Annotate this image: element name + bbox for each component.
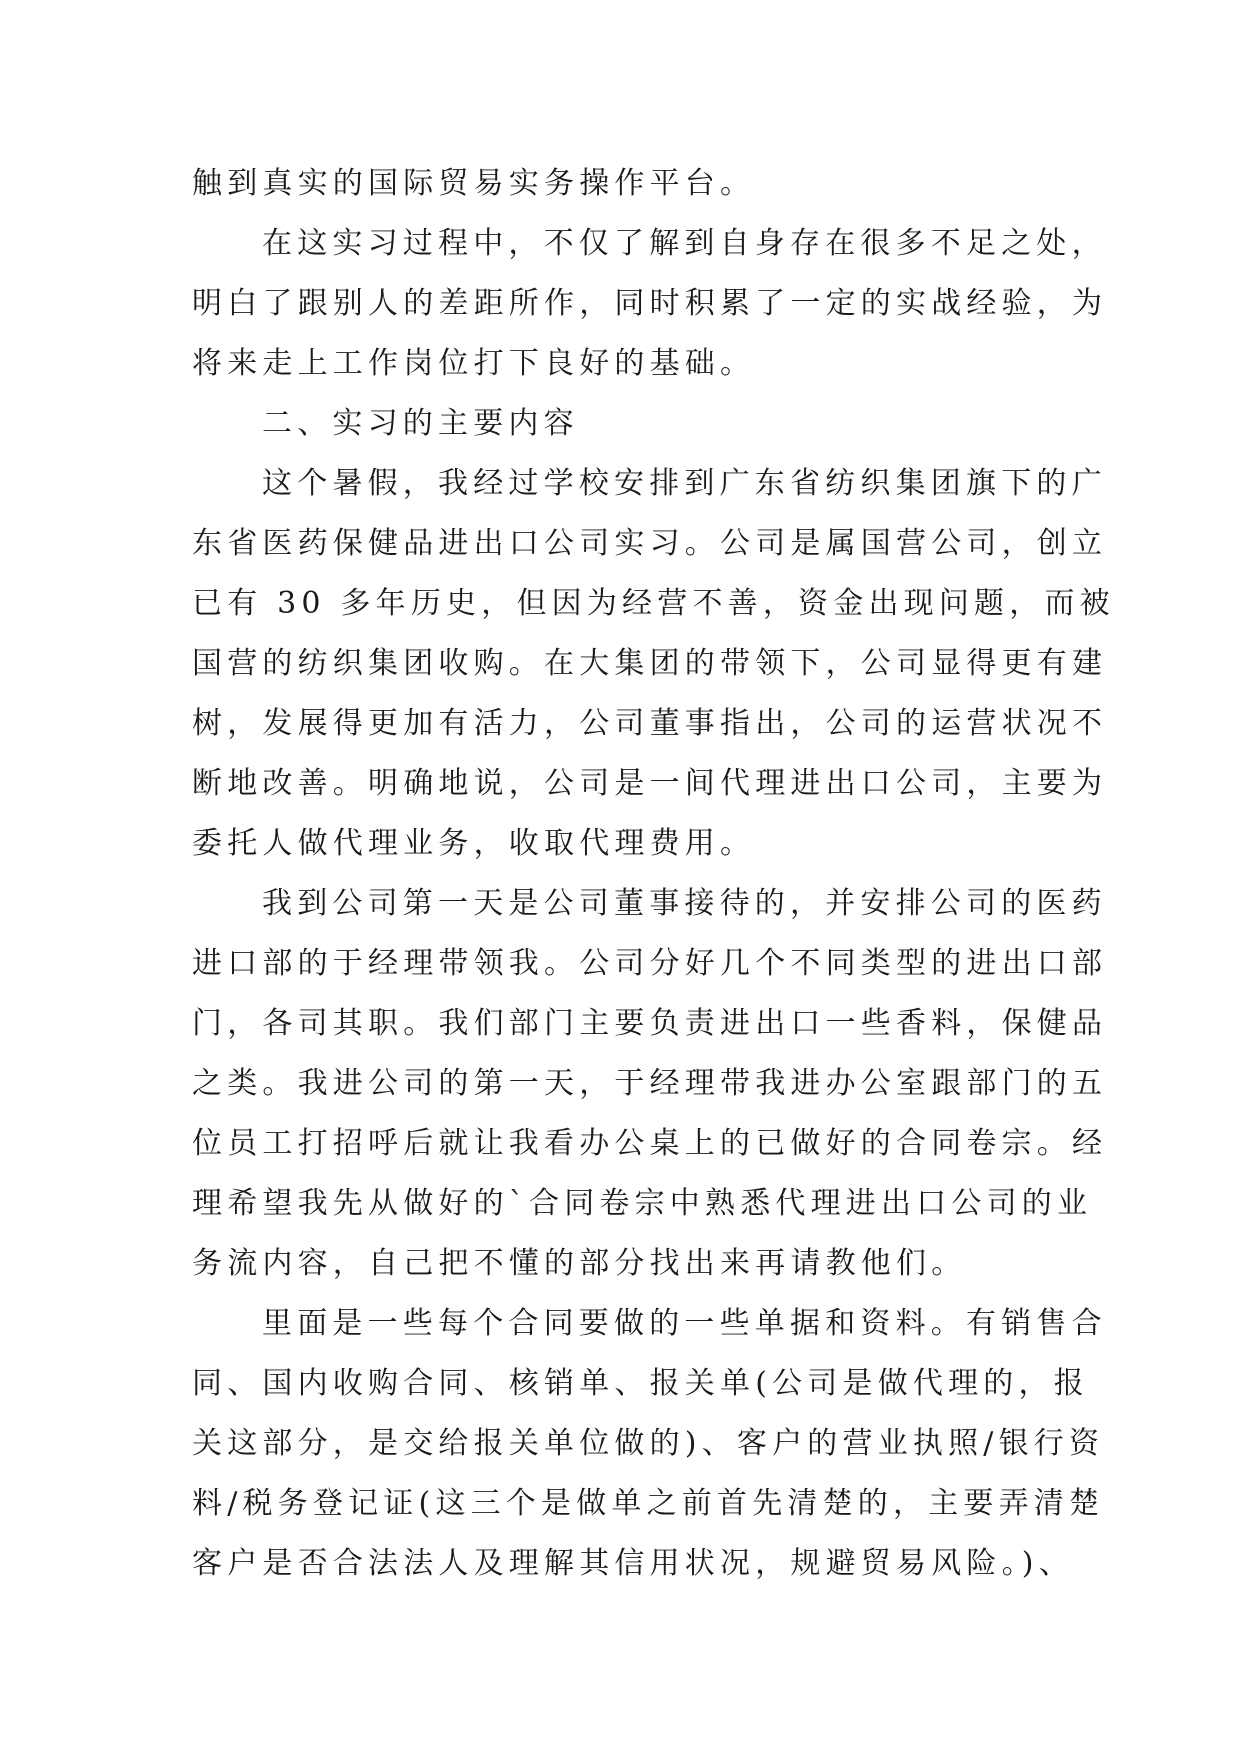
text-line: 里面是一些每个合同要做的一些单据和资料。有销售合 [262, 1306, 1107, 1341]
text-line: 关这部分，是交给报关单位做的)、客户的营业执照/银行资 [192, 1426, 1105, 1461]
text-line: 进口部的于经理带领我。公司分好几个不同类型的进出口部 [192, 946, 1108, 981]
body-text [192, 154, 1115, 1594]
text-line: 务流内容，自己把不懂的部分找出来再请教他们。 [192, 1246, 967, 1281]
text-line: 国营的纺织集团收购。在大集团的带领下，公司显得更有建 [192, 646, 1108, 681]
text-line: 已有 30 多年历史，但因为经营不善，资金出现问题，而被 [192, 586, 1115, 621]
text-line: 之类。我进公司的第一天，于经理带我进办公室跟部门的五 [192, 1066, 1108, 1101]
text-line: 理希望我先从做好的`合同卷宗中熟悉代理进出口公司的业 [192, 1186, 1093, 1221]
text-line: 在这实习过程中，不仅了解到自身存在很多不足之处， [262, 226, 1107, 261]
text-line: 触到真实的国际贸易实务操作平台。 [192, 166, 756, 201]
text-line: 我到公司第一天是公司董事接待的，并安排公司的医药 [262, 886, 1107, 921]
text-line: 断地改善。明确地说，公司是一间代理进出口公司，主要为 [192, 766, 1108, 801]
text-line: 东省医药保健品进出口公司实习。公司是属国营公司，创立 [192, 526, 1108, 561]
text-line: 树，发展得更加有活力，公司董事指出，公司的运营状况不 [192, 706, 1108, 741]
text-line: 明白了跟别人的差距所作，同时积累了一定的实战经验，为 [192, 286, 1108, 321]
text-line: 门，各司其职。我们部门主要负责进出口一些香料，保健品 [192, 1006, 1108, 1041]
section-heading: 二、实习的主要内容 [262, 406, 579, 441]
text-line: 将来走上工作岗位打下良好的基础。 [192, 346, 756, 381]
text-line: 委托人做代理业务，收取代理费用。 [192, 826, 756, 861]
text-line: 客户是否合法法人及理解其信用状况，规避贸易风险。)、 [192, 1546, 1074, 1581]
text-line: 料/税务登记证(这三个是做单之前首先清楚的，主要弄清楚 [192, 1486, 1105, 1521]
text-line: 这个暑假，我经过学校安排到广东省纺织集团旗下的广 [262, 466, 1107, 501]
text-line: 同、国内收购合同、核销单、报关单(公司是做代理的，报 [192, 1366, 1089, 1401]
text-line: 位员工打招呼后就让我看办公桌上的已做好的合同卷宗。经 [192, 1126, 1108, 1161]
